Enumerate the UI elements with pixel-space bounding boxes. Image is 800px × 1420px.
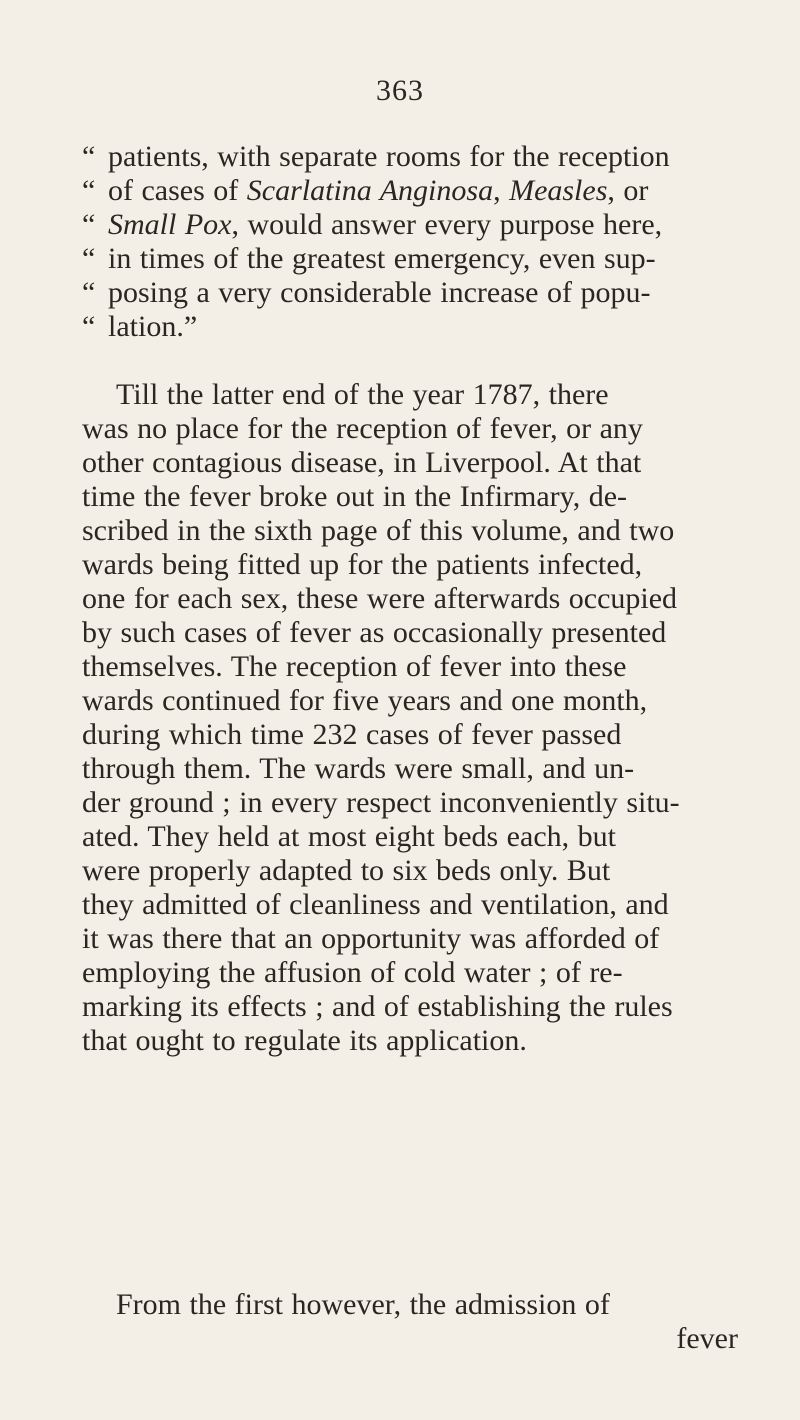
paragraph-line: during which time 232 cases of fever passed — [82, 718, 622, 751]
quote-line-1 — [82, 140, 670, 174]
catchword: fever — [676, 1322, 738, 1355]
quote-text: patients, with separate rooms for the reception — [108, 140, 670, 173]
quote-line-3 — [82, 208, 662, 242]
quote-text: posing a very considerable increase of popu- — [108, 276, 651, 309]
disease-name: Scarlatina Anginosa — [246, 174, 494, 207]
quote-mark: “ — [82, 174, 96, 207]
paragraph-line: through them. The wards were small, and un- — [82, 752, 635, 785]
quote-text: , — [493, 174, 510, 207]
paragraph-line: time the fever broke out in the Infirmary, de- — [82, 480, 628, 513]
paragraph-line: scribed in the sixth page of this volume, and two — [82, 514, 675, 547]
quote-line-2 — [82, 174, 648, 208]
paragraph-line: one for each sex, these were afterwards occupied — [82, 582, 678, 615]
paragraph-line: by such cases of fever as occasionally presented — [82, 616, 667, 649]
quote-line-6 — [82, 310, 197, 344]
paragraph-line: employing the affusion of cold water ; of re- — [82, 956, 623, 989]
quote-mark: “ — [82, 208, 96, 241]
quote-text: in times of the greatest emergency, even sup- — [108, 242, 656, 275]
final-paragraph-line: From the first however, the admission of — [116, 1288, 610, 1321]
paragraph-line: ated. They held at most eight beds each, but — [82, 820, 616, 853]
quote-text: lation.” — [108, 310, 198, 343]
paragraph-line: was no place for the reception of fever, or any — [82, 412, 643, 445]
quote-mark: “ — [82, 276, 96, 309]
paragraph-line: wards being fitted up for the patients infected, — [82, 548, 643, 581]
paragraph-line: they admitted of cleanliness and ventilation, and — [82, 888, 669, 921]
disease-name: Measles — [509, 174, 608, 207]
quote-line-4 — [82, 242, 656, 276]
paragraph-line: Till the latter end of the year 1787, there — [116, 378, 609, 411]
quote-text: , would answer every purpose here, — [231, 208, 663, 241]
paragraph-line: it was there that an opportunity was afforded of — [82, 922, 660, 955]
paragraph-line: der ground ; in every respect inconveniently situ- — [82, 786, 680, 819]
paragraph-line: wards continued for five years and one month, — [82, 684, 648, 717]
paragraph-line: themselves. The reception of fever into these — [82, 650, 627, 683]
page-number: 363 — [376, 74, 424, 107]
quote-mark: “ — [82, 242, 96, 275]
paragraph-line: were properly adapted to six beds only. But — [82, 854, 611, 887]
quote-text: , or — [607, 174, 649, 207]
quote-mark: “ — [82, 140, 96, 173]
quote-text: of cases of — [108, 174, 247, 207]
quote-line-5 — [82, 276, 650, 310]
paragraph-line: other contagious disease, in Liverpool. At that — [82, 446, 642, 479]
paragraph-line: marking its effects ; and of establishing the rules — [82, 990, 673, 1023]
paragraph-line: that ought to regulate its application. — [82, 1024, 527, 1057]
disease-name: Small Pox — [108, 208, 232, 241]
quote-mark: “ — [82, 310, 96, 343]
